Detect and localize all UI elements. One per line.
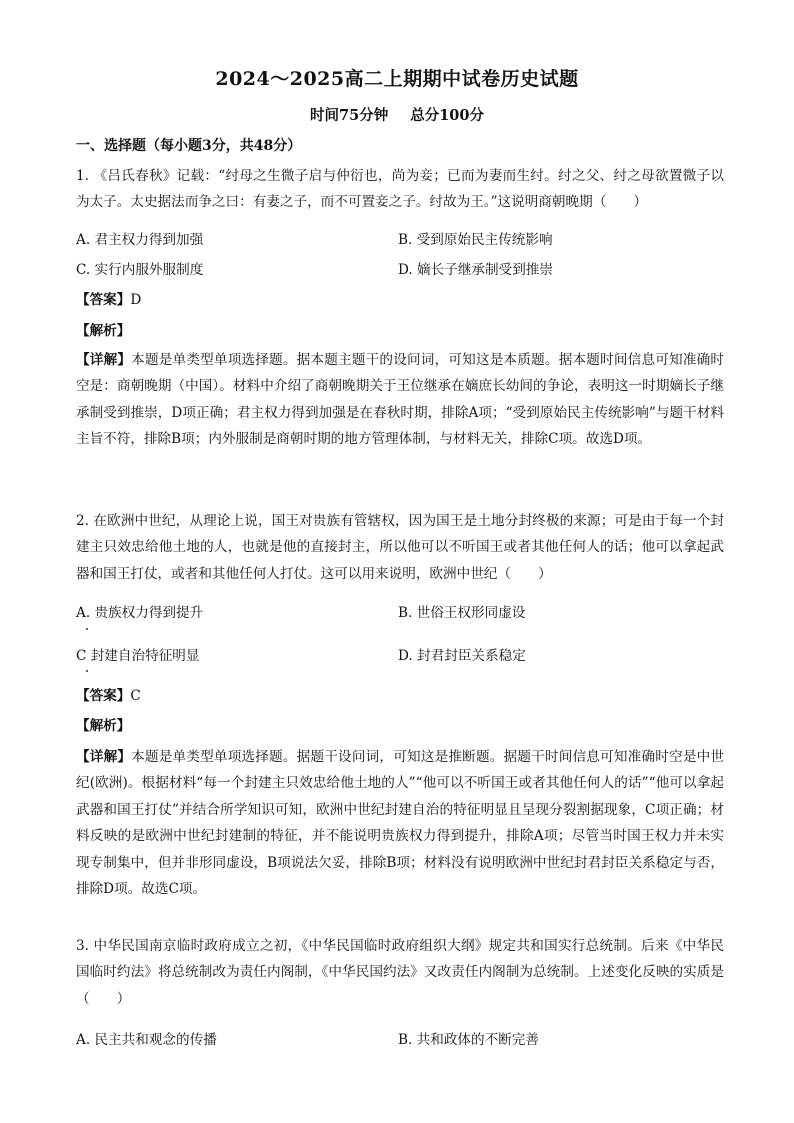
answer-label: 【答案】: [76, 292, 131, 308]
question-1-option-c: C. 实行内服外服制度: [76, 262, 204, 278]
question-2-option-d: D. 封君封臣关系稳定: [398, 648, 526, 664]
question-2-option-b: B. 世俗王权形同虚设: [398, 605, 526, 621]
detail-text: 本题是单类型单项选择题。据本题主题干的设问词，可知这是本质题。据本题时间信息可知准确时空是：商朝晚期（中国）。材料中介绍了商朝晚期关于王位继承在嫡庶长幼间的争论，表明这一时期嫡长子继承制受到推崇，D项正确；君主权力得到加强是在春秋时期，排除A项；“受到原始民主传统影响”与题干材料主旨不符，排除B项；内外服制是商朝时期的地方管理体制，与材料无关，排除C项。故选D项。: [76, 352, 725, 448]
section-heading: 一、选择题（每小题3分，共48分）: [76, 138, 302, 154]
question-2-answer: [76, 686, 141, 706]
question-1-stem: 1. 《吕氏春秋》记载：“纣母之生微子启与仲衍也，尚为妾；已而为妻而生纣。纣之父、纣之母欲置微子以为太子。太史据法而争之曰：有妻之子，而不可置妾之子。纣故为王。”这说明商朝晚期（ ）: [76, 168, 724, 211]
exam-total-score: 总分100分: [410, 107, 484, 124]
question-1-option-d: D. 嫡长子继承制受到推崇: [398, 262, 553, 278]
exam-info: [0, 104, 794, 125]
answer-value: D: [130, 292, 142, 308]
question-1-answer: [76, 290, 141, 310]
page-title: 2024～2025高二上期期中试卷历史试题: [215, 68, 579, 90]
stray-dot: [86, 628, 88, 630]
question-1-analysis-label: 【解析】: [76, 323, 131, 339]
detail-label: 【详解】: [76, 352, 132, 368]
answer-value: C: [130, 688, 141, 704]
detail-label: 【详解】: [76, 749, 132, 765]
question-2-stem: 2. 在欧洲中世纪，从理论上说，国王对贵族有管辖权，因为国王是土地分封终极的来源；可是由于每一个封建主只效忠给他土地的人，也就是他的直接封主，所以他可以不听国王或者其他任何人的话；他可以拿起武器和国王打仗，或者和其他任何人打仗。这可以用来说明，欧洲中世纪（ ）: [76, 513, 724, 582]
question-1-detail: [76, 347, 724, 453]
question-3-stem: 3. 中华民国南京临时政府成立之初，《中华民国临时政府组织大纲》规定共和国实行总统制。后来《中华民国临时约法》将总统制改为责任内阁制，《中华民国约法》又改责任内阁制为总统制。上述变化反映的实质是（ ）: [76, 938, 724, 1007]
question-2-option-a: A. 贵族权力得到提升: [76, 605, 204, 621]
question-2-detail: [76, 744, 724, 902]
stray-dot: [86, 670, 88, 672]
question-3-option-a: A. 民主共和观念的传播: [76, 1032, 217, 1048]
question-1-option-a: A. 君主权力得到加强: [76, 232, 204, 248]
exam-time: 时间75分钟: [310, 107, 389, 124]
detail-text: 本题是单类型单项选择题。据题干设问词，可知这是推断题。据题干时间信息可知准确时空是中世纪(欧洲)。根据材料“每一个封建主只效忠给他土地的人”“他可以不听国王或者其他任何人的话”“他可以拿起武器和国王打仗”并结合所学知识可知，欧洲中世纪封建自治的特征明显且呈现分裂割据现象，C项正确；材料反映的是欧洲中世纪封建制的特征，并不能说明贵族权力得到提升，排除A项；尽管当时国王权力并未实现专制集中，但并非形同虚设，B项说法欠妥，排除B项；材料没有说明欧洲中世纪封君封臣关系稳定与否，排除D项。故选C项。: [76, 749, 725, 898]
question-2-analysis-label: 【解析】: [76, 718, 131, 734]
answer-label: 【答案】: [76, 688, 131, 704]
question-3-option-b: B. 共和政体的不断完善: [398, 1032, 539, 1048]
question-1-option-b: B. 受到原始民主传统影响: [398, 232, 553, 248]
question-2-option-c: C 封建自治特征明显: [76, 648, 200, 664]
